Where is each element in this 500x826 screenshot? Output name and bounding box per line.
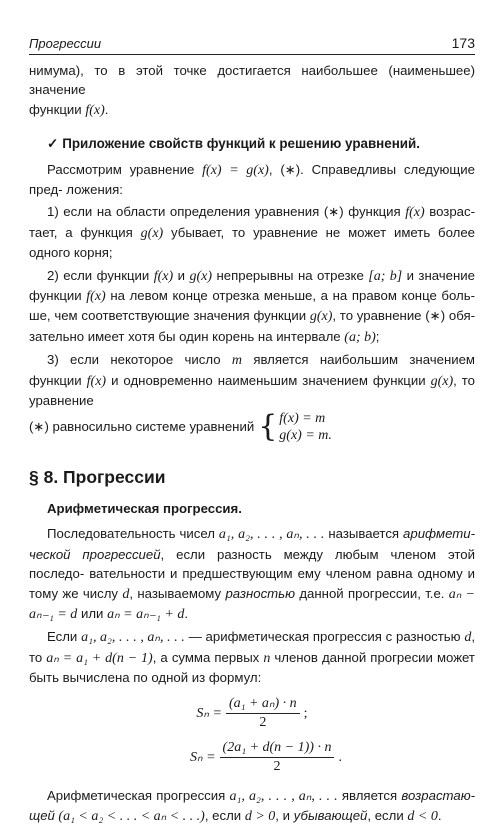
sum-formula-1 bbox=[29, 696, 475, 732]
math-fragment: aₙ = a₁ + d(n − 1) bbox=[46, 650, 153, 666]
arith-monotonic bbox=[29, 786, 475, 826]
math-fragment: g(x) bbox=[430, 373, 454, 389]
consider-paragraph bbox=[29, 160, 475, 200]
text-fragment: функции bbox=[29, 101, 86, 117]
math-fragment: a₁, a₂, . . . , aₙ, . . . bbox=[81, 630, 185, 646]
sum-formula-2 bbox=[57, 740, 475, 776]
text-fragment: Рассмотрим уравнение bbox=[47, 161, 203, 177]
text-fragment: , если bbox=[367, 807, 408, 823]
text-fragment: , а сумма первых bbox=[152, 649, 264, 665]
math-fragment: f(x) = g(x) bbox=[202, 162, 269, 178]
text-fragment: (∗) равносильно системе уравнений bbox=[29, 418, 255, 434]
statement-1 bbox=[29, 202, 475, 262]
fraction-numerator: (2a₁ + d(n − 1)) · n bbox=[220, 740, 335, 758]
math-fragment: f(x) bbox=[405, 205, 425, 221]
math-fragment: aₙ = aₙ₋₁ + d bbox=[107, 606, 185, 622]
math-fragment: a₁, a₂, . . . , aₙ, . . . bbox=[218, 527, 325, 543]
text-fragment: и значение bbox=[402, 267, 475, 283]
text-fragment: убывает, то уравнение не может иметь более одного bbox=[29, 224, 475, 261]
math-fragment: f(x) bbox=[153, 268, 174, 284]
math-fragment: m bbox=[231, 353, 242, 369]
text-fragment: , то уравнение bbox=[29, 372, 475, 409]
section-title: § 8. Прогрессии bbox=[29, 466, 166, 487]
page-header bbox=[29, 34, 475, 55]
text-fragment: . bbox=[184, 605, 189, 621]
emphasis-fragment: возрастаю- bbox=[401, 787, 476, 803]
text-fragment: и одновременно наименьшим значением функции bbox=[106, 372, 431, 388]
fraction bbox=[220, 740, 335, 776]
text-fragment: тает, а функция bbox=[29, 224, 141, 240]
text-fragment: , если bbox=[204, 807, 245, 823]
text-fragment: зательно имеет хотя бы один корень на интервале bbox=[29, 328, 345, 344]
math-fragment: f(x) bbox=[86, 289, 106, 305]
emphasis-fragment: убывающей bbox=[293, 807, 368, 823]
arith-definition bbox=[29, 524, 475, 624]
fraction-denominator: 2 bbox=[259, 714, 267, 730]
text-fragment: 1) если на области определения уравнения (∗) функция bbox=[47, 204, 406, 220]
text-fragment: Если bbox=[47, 629, 82, 645]
text-fragment: ; bbox=[375, 328, 380, 344]
text-fragment: . bbox=[437, 807, 442, 823]
fraction bbox=[226, 696, 300, 732]
text-fragment: возрас- bbox=[424, 204, 475, 220]
system-equation-2: g(x) = m. bbox=[279, 427, 332, 443]
text-fragment: то bbox=[29, 649, 47, 665]
text-fragment: Последовательность чисел bbox=[47, 526, 219, 542]
math-fragment: (a₁ < a₂ < . . . < aₙ < . . .) bbox=[54, 808, 205, 824]
math-fragment: f(x) bbox=[85, 102, 105, 118]
text-fragment: Арифметическая прогрессия bbox=[47, 787, 230, 803]
formula-end: . bbox=[338, 749, 342, 765]
math-fragment: f(x) bbox=[86, 373, 107, 389]
fraction-denominator: 2 bbox=[273, 758, 281, 774]
text-fragment: — арифметическая прогрессия с разностью bbox=[184, 629, 465, 645]
arith-heading: Арифметическая прогрессия. bbox=[47, 500, 242, 516]
page-number: 173 bbox=[451, 35, 475, 51]
text-fragment: и bbox=[173, 267, 190, 283]
text-fragment: быть вычислена по одной из формул: bbox=[29, 670, 262, 686]
formula-end: ; bbox=[303, 705, 308, 721]
running-head: Прогрессии bbox=[29, 36, 102, 51]
text-fragment: данной прогрессии, т.е. bbox=[295, 585, 449, 601]
left-brace: { bbox=[258, 408, 278, 444]
emphasis-fragment: арифмети- bbox=[403, 526, 475, 542]
text-fragment: является bbox=[337, 787, 402, 803]
text-fragment: , называемому bbox=[129, 585, 226, 601]
math-fragment: d bbox=[464, 630, 472, 646]
page-body bbox=[29, 61, 475, 826]
text-fragment: на левом конце отрезка меньше, а на правом конце боль- bbox=[105, 288, 475, 304]
text-fragment: 2) если функции bbox=[47, 267, 154, 283]
text-fragment: . bbox=[104, 101, 109, 117]
text-fragment: , и bbox=[275, 807, 294, 823]
text-fragment: ложения: bbox=[66, 182, 123, 198]
statement-3 bbox=[29, 350, 475, 410]
text-fragment: является наибольшим значением функции bbox=[29, 352, 475, 388]
text-fragment: , если разность между любым членом этой последо- bbox=[29, 546, 475, 582]
text-fragment: 3) если некоторое число bbox=[47, 352, 232, 368]
statement-2 bbox=[29, 266, 475, 348]
math-fragment: (a; b) bbox=[344, 329, 376, 345]
check-icon: ✓ bbox=[47, 136, 59, 152]
text-fragment: нимума), то в этой точке достигается наибольшее (наименьшее) значение bbox=[29, 63, 475, 98]
subsection-heading bbox=[47, 134, 475, 153]
math-fragment: g(x) bbox=[309, 309, 333, 325]
emphasis-fragment: щей bbox=[29, 807, 55, 823]
emphasis-fragment: ческой прогрессией bbox=[29, 546, 161, 562]
intro-paragraph bbox=[29, 61, 475, 120]
text-fragment: называется bbox=[324, 526, 404, 542]
math-fragment: d bbox=[122, 586, 130, 602]
math-fragment: a₁, a₂, . . . , aₙ, . . . bbox=[229, 788, 338, 804]
fraction-numerator: (a₁ + aₙ) · n bbox=[226, 696, 300, 714]
text-fragment: непрерывны на отрезке bbox=[212, 267, 369, 283]
formula-lhs: Sₙ = bbox=[190, 749, 216, 765]
text-fragment: , bbox=[471, 629, 476, 645]
math-fragment: d < 0 bbox=[407, 808, 438, 824]
math-fragment: n bbox=[263, 650, 271, 666]
emphasis-fragment: разностью bbox=[225, 585, 295, 601]
system-lines bbox=[279, 410, 332, 444]
math-fragment: g(x) bbox=[189, 268, 213, 284]
math-fragment: d > 0 bbox=[244, 808, 276, 824]
arith-sum-intro bbox=[29, 627, 475, 687]
equation-system-line bbox=[29, 410, 475, 444]
text-fragment: , (∗). Справедливы следующие пред- bbox=[29, 161, 475, 198]
math-fragment: [a; b] bbox=[368, 268, 403, 284]
text-fragment: , то уравнение (∗) обя- bbox=[332, 308, 475, 324]
text-fragment: ше, чем соответствующие значения функции bbox=[29, 308, 310, 324]
text-fragment: функции bbox=[29, 288, 87, 304]
text-fragment: или bbox=[77, 605, 104, 621]
text-fragment: членов данной прогресии может bbox=[270, 649, 475, 665]
formula-lhs: Sₙ = bbox=[196, 705, 222, 721]
subsection-title: Приложение свойств функций к решению уравнений. bbox=[62, 136, 420, 152]
text-fragment: вательности и предшествующим ему членом равна одному и тому же числу bbox=[29, 566, 475, 601]
math-fragment: aₙ − aₙ₋₁ = d bbox=[29, 586, 476, 622]
math-fragment: g(x) bbox=[140, 225, 164, 241]
text-fragment: корня; bbox=[73, 245, 113, 261]
system-equation-1: f(x) = m bbox=[279, 410, 326, 426]
equation-system bbox=[258, 410, 332, 444]
